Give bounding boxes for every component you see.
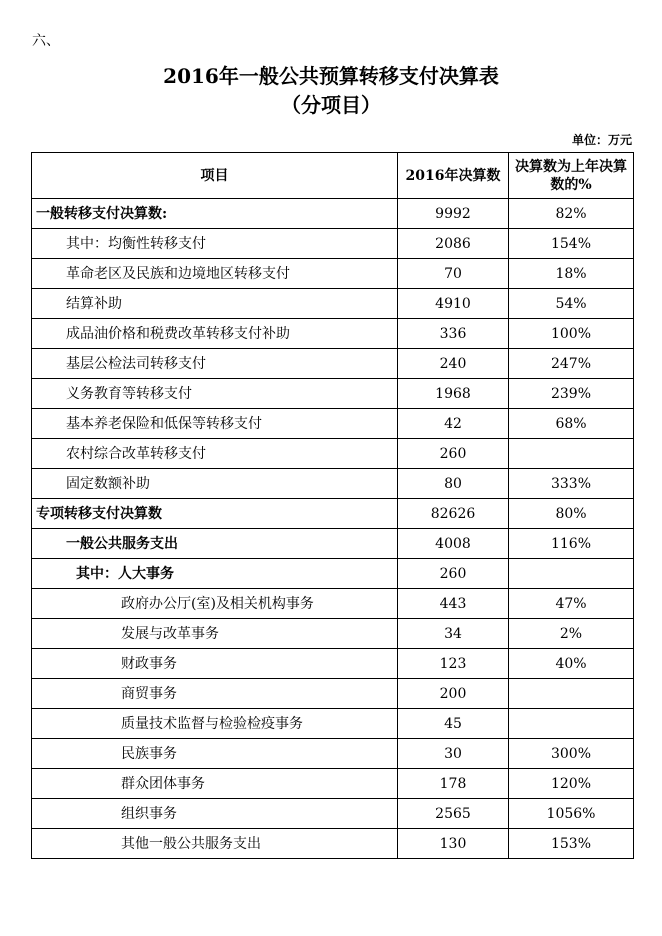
table-row [32, 229, 634, 259]
row-percent [509, 709, 634, 739]
unit-label: 单位：万元 [571, 133, 632, 147]
table-row [32, 379, 634, 409]
table-row [32, 439, 634, 469]
row-percent: 154% [509, 229, 634, 259]
row-name: 质量技术监督与检验检疫事务 [32, 709, 398, 739]
row-amount: 123 [398, 649, 509, 679]
row-amount: 2565 [398, 799, 509, 829]
row-amount: 1968 [398, 379, 509, 409]
row-amount: 80 [398, 469, 509, 499]
table-row [32, 649, 634, 679]
row-amount: 443 [398, 589, 509, 619]
row-name: 专项转移支付决算数 [32, 499, 398, 529]
row-percent: 1056% [509, 799, 634, 829]
row-amount: 2086 [398, 229, 509, 259]
row-name: 一般转移支付决算数: [32, 199, 398, 229]
table-row [32, 499, 634, 529]
row-name: 商贸事务 [32, 679, 398, 709]
row-percent: 300% [509, 739, 634, 769]
row-name: 发展与改革事务 [32, 619, 398, 649]
table-row [32, 589, 634, 619]
table-row [32, 739, 634, 769]
row-amount: 260 [398, 559, 509, 589]
row-name: 基本养老保险和低保等转移支付 [32, 409, 398, 439]
row-name: 其中：人大事务 [32, 559, 398, 589]
header-percent: 决算数为上年决算数的% [509, 153, 634, 199]
table-row [32, 799, 634, 829]
table-row [32, 289, 634, 319]
row-name: 固定数额补助 [32, 469, 398, 499]
row-percent: 247% [509, 349, 634, 379]
row-name: 成品油价格和税费改革转移支付补助 [32, 319, 398, 349]
table-row [32, 529, 634, 559]
row-name: 其他一般公共服务支出 [32, 829, 398, 859]
row-percent: 47% [509, 589, 634, 619]
row-amount: 82626 [398, 499, 509, 529]
row-amount: 4910 [398, 289, 509, 319]
row-percent: 18% [509, 259, 634, 289]
row-percent: 100% [509, 319, 634, 349]
transfer-payment-table [31, 152, 634, 859]
page-subtitle: （分项目） [281, 93, 381, 117]
table-row [32, 769, 634, 799]
row-percent: 82% [509, 199, 634, 229]
table-row [32, 319, 634, 349]
page-title: 2016年一般公共预算转移支付决算表 [163, 64, 499, 88]
row-amount: 4008 [398, 529, 509, 559]
row-amount: 336 [398, 319, 509, 349]
table-row [32, 559, 634, 589]
row-name: 政府办公厅(室)及相关机构事务 [32, 589, 398, 619]
row-amount: 30 [398, 739, 509, 769]
table-row [32, 259, 634, 289]
row-name: 义务教育等转移支付 [32, 379, 398, 409]
table-header-row [32, 153, 634, 199]
row-percent: 116% [509, 529, 634, 559]
row-amount: 240 [398, 349, 509, 379]
row-percent [509, 439, 634, 469]
row-amount: 9992 [398, 199, 509, 229]
row-percent: 120% [509, 769, 634, 799]
row-name: 一般公共服务支出 [32, 529, 398, 559]
row-name: 组织事务 [32, 799, 398, 829]
row-name: 基层公检法司转移支付 [32, 349, 398, 379]
row-name: 民族事务 [32, 739, 398, 769]
row-amount: 200 [398, 679, 509, 709]
row-amount: 260 [398, 439, 509, 469]
table-row [32, 469, 634, 499]
row-percent: 153% [509, 829, 634, 859]
table-row [32, 409, 634, 439]
table-row [32, 679, 634, 709]
section-number: 六、 [32, 33, 60, 49]
table-row [32, 619, 634, 649]
row-percent: 80% [509, 499, 634, 529]
row-percent: 333% [509, 469, 634, 499]
row-name: 群众团体事务 [32, 769, 398, 799]
header-item: 项目 [32, 153, 398, 199]
row-name: 其中：均衡性转移支付 [32, 229, 398, 259]
table-row [32, 829, 634, 859]
row-amount: 70 [398, 259, 509, 289]
row-percent: 239% [509, 379, 634, 409]
row-amount: 130 [398, 829, 509, 859]
row-percent [509, 679, 634, 709]
row-amount: 34 [398, 619, 509, 649]
row-percent: 54% [509, 289, 634, 319]
row-name: 革命老区及民族和边境地区转移支付 [32, 259, 398, 289]
row-percent: 68% [509, 409, 634, 439]
row-amount: 45 [398, 709, 509, 739]
row-percent: 40% [509, 649, 634, 679]
table-row [32, 199, 634, 229]
row-percent [509, 559, 634, 589]
row-amount: 178 [398, 769, 509, 799]
row-name: 结算补助 [32, 289, 398, 319]
header-amount: 2016年决算数 [398, 153, 509, 199]
table-row [32, 349, 634, 379]
row-amount: 42 [398, 409, 509, 439]
row-name: 农村综合改革转移支付 [32, 439, 398, 469]
table-row [32, 709, 634, 739]
row-name: 财政事务 [32, 649, 398, 679]
row-percent: 2% [509, 619, 634, 649]
